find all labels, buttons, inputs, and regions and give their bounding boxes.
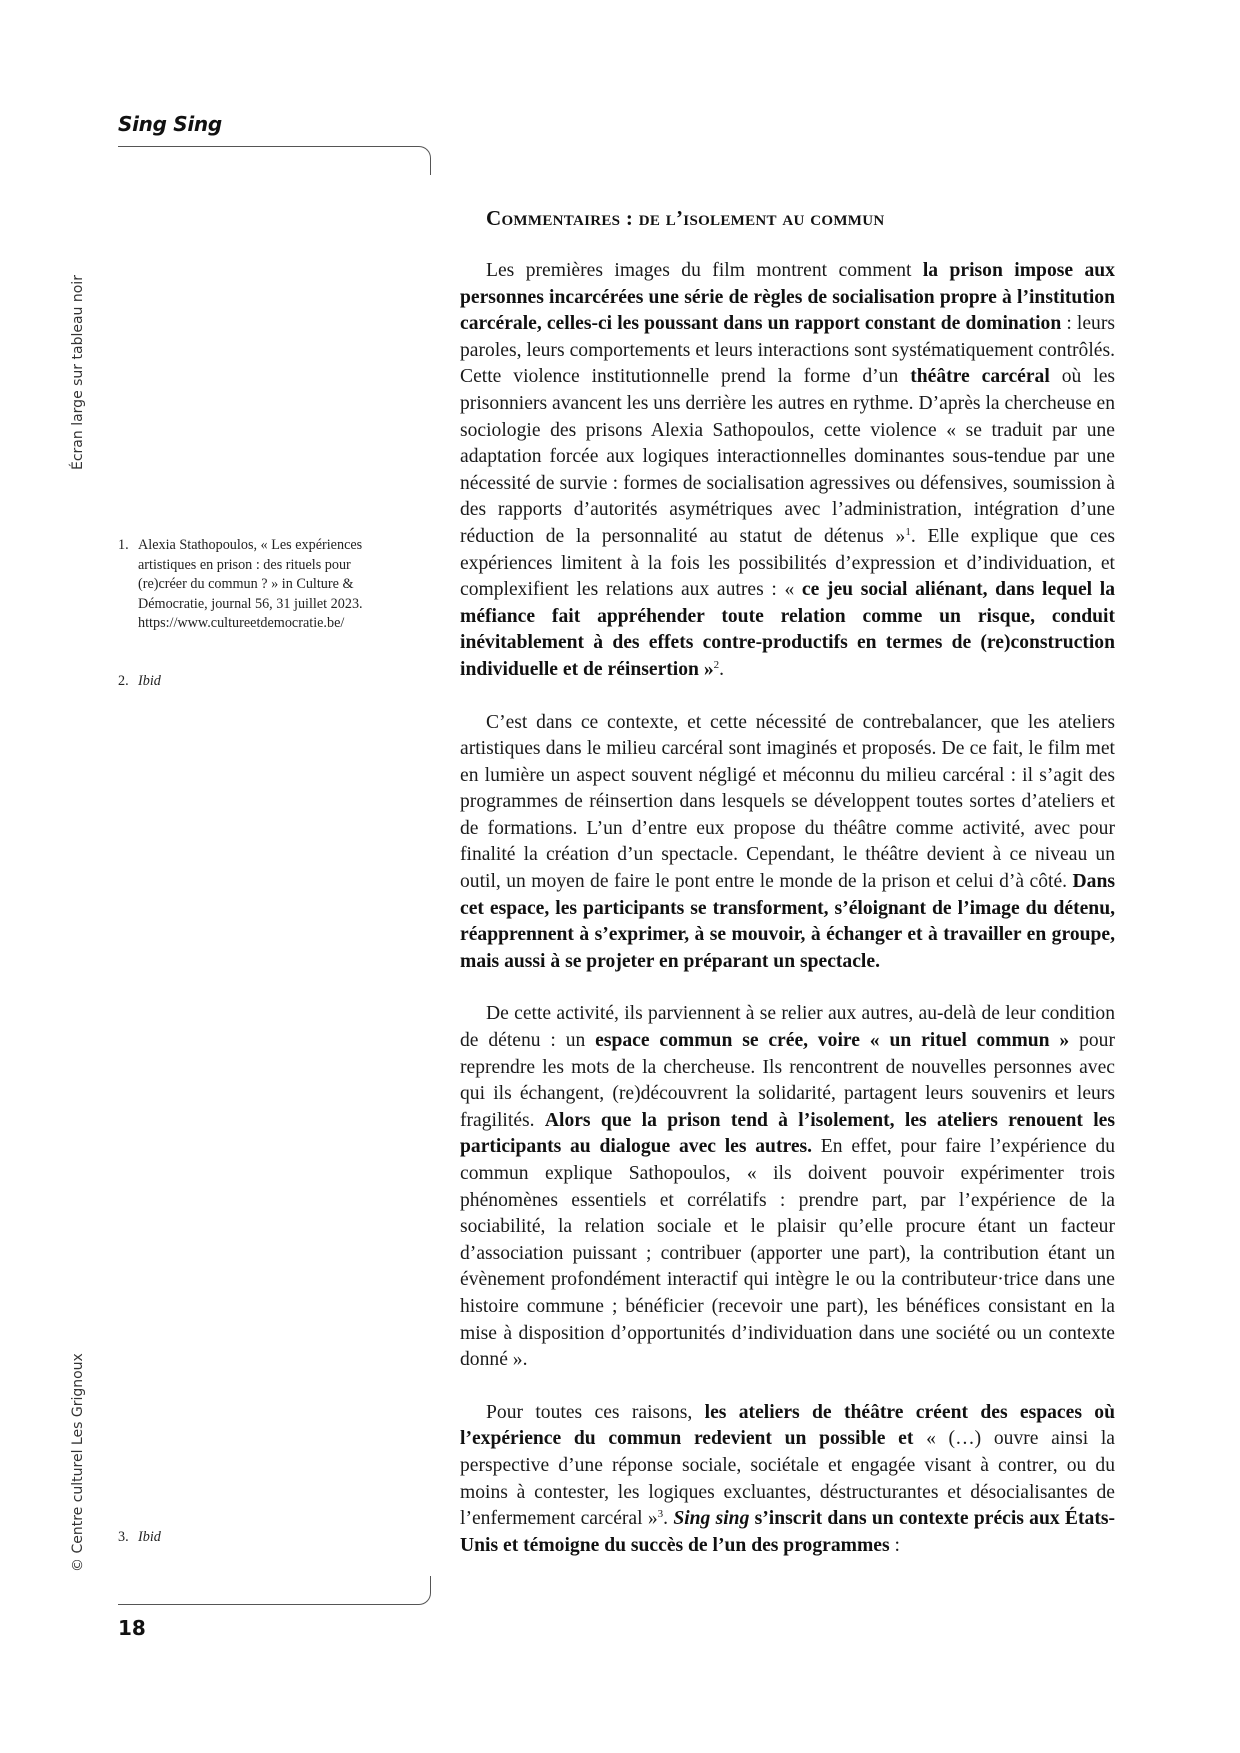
- page-number: 18: [118, 1616, 146, 1640]
- body-text: En effet, pour faire l’expérience du commun explique Sathopoulos, « ils doivent pouvoir expérimenter trois phénomènes essentiels et corrélatifs : prendre part, par l’expérience de la sociabilité, la relation sociale et le plaisir qu’elle procure étant un facteur d’association puissant ; contribuer (apporter une part), la contribution étant un évènement profondément interactif qui intègre le ou la contributeur·trice dans une histoire commune ; bénéficier (recevoir une part), les bénéfices consistant en la mise à disposition d’opportunités d’individuation dans une société ou un contexte donné ».: [460, 1136, 1116, 1371]
- body-column: [460, 258, 1115, 1585]
- emphasis-text: ce jeu social aliénant, dans lequel la méfiance fait appréhender toute relation comme un risque, conduit inévitablement à des effets contre-productifs en termes de (re)construction individuelle et de réinsertion »: [460, 579, 1116, 680]
- side-label-copyright: © Centre culturel Les Grignoux: [70, 1353, 86, 1572]
- footnote-text: [138, 672, 400, 692]
- footnote-ref: 3: [657, 1508, 664, 1521]
- body-text: . Elle explique que ces expériences limitent à la fois les possibilités d’expression et d’individuation, et complexifient les relations aux autres : «: [460, 525, 1115, 601]
- side-label-collection: Écran large sur tableau noir: [70, 275, 86, 470]
- running-title: Sing Sing: [118, 112, 222, 136]
- body-text: C’est dans ce contexte, et cette nécessité de contrebalancer, que les ateliers artistiques dans le milieu carcéral sont imaginés et proposés. De ce fait, le film met en lumière un aspect souvent négligé et méconnu du milieu carcéral : il s’agit des programmes de réinsertion dans lesquels se développent toutes sortes d’ateliers et de formations. L’un d’entre eux propose du théâtre comme activité, avec pour finalité la création d’un spectacle. Cependant, le théâtre devient à ce niveau un outil, un moyen de faire le pont entre le monde de la prison et celui d’à côté.: [460, 711, 1115, 893]
- body-text: De cette activité, ils parviennent à se relier aux autres, au-delà de leur condition de détenu : un: [460, 1003, 1115, 1052]
- footnote-number: 3.: [118, 1529, 129, 1545]
- body-text: Pour toutes ces raisons,: [486, 1401, 705, 1423]
- body-text: Les premières images du film montrent comment: [486, 260, 923, 281]
- emphasis-text: Sing sing: [673, 1508, 750, 1530]
- footnote-2: [118, 672, 400, 692]
- footnote-number: 2.: [118, 673, 129, 689]
- top-margin-rule: [118, 146, 431, 175]
- emphasis-text: s’inscrit dans un contexte précis aux États-Unis et témoigne du succès de l’un des programmes: [460, 1508, 1115, 1556]
- emphasis-text: Alors que la prison tend à l’isolement, les ateliers renouent les participants au dialogue avec les autres.: [460, 1109, 1115, 1158]
- emphasis-text: la prison impose aux personnes incarcérées une série de règles de socialisation propre à l’institution carcérale, celles-ci les poussant dans un rapport constant de domination: [460, 260, 1115, 335]
- emphasis-text: Dans cet espace, les participants se transforment, s’éloignant de l’image du détenu, réapprennent à s’exprimer, à se mouvoir, à échanger et à travailler en groupe, mais aussi à se projeter en préparant un spectacle.: [460, 871, 1115, 972]
- body-text: : leurs paroles, leurs comportements et leurs interactions sont systématiquement contrôlés. Cette violence institutionnelle prend la forme d’un: [460, 313, 1115, 388]
- section-heading: Commentaires : de l’isolement au commun: [486, 206, 885, 230]
- body-text: « (…) ouvre ainsi la perspective d’une réponse sociale, sociétale et engagée visant à contrer, ou du moins à contester, les logiques excluantes, déstructurantes et désocialisantes de l’enfermement carcéral »: [460, 1428, 1115, 1530]
- footnote-ref: 1: [905, 525, 911, 538]
- body-text: pour reprendre les mots de la chercheuse. Ils rencontrent de nouvelles personnes avec qui ils échangent, (re)découvrent la solidarité, partagent leurs souvenirs et leurs fragilités.: [460, 1030, 1115, 1131]
- footnote-ibid: Ibid: [138, 1529, 161, 1545]
- paragraph: [460, 710, 1115, 976]
- bottom-margin-rule: [118, 1576, 431, 1605]
- emphasis-text: les ateliers de théâtre créent des espaces où l’expérience du commun redevient un possible et: [460, 1401, 1115, 1450]
- paragraph: [460, 1001, 1115, 1373]
- footnote-3: [118, 1528, 400, 1548]
- body-text: où les prisonniers avancent les uns derrière les autres en rythme. D’après la chercheuse en sociologie des prisons Alexia Sathopoulos, cette violence « se traduit par une adaptation forcée aux logiques interactionnelles dominantes sous-tendue par une nécessité de survie : formes de socialisation agressives ou défensives, soumission à des rapports d’autorités asymétriques avec l’administration, intégration d’une réduction de la personnalité au statut de détenus »: [460, 366, 1116, 547]
- footnote-1: [118, 536, 400, 634]
- body-text: .: [663, 1508, 674, 1530]
- footnote-ref: 2: [713, 658, 720, 671]
- body-text: :: [889, 1534, 900, 1556]
- paragraph: [460, 258, 1115, 684]
- footnote-text: Alexia Stathopoulos, « Les expériences artistiques en prison : des rituels pour (re)créer du commun ? » in Culture & Démocratie, journal 56, 31 juillet 2023. https://www.cultureetdemocratie.be/: [138, 537, 363, 632]
- footnote-number: 1.: [118, 537, 129, 553]
- footnote-ibid: Ibid: [138, 673, 161, 689]
- paragraph: [460, 1400, 1115, 1560]
- emphasis-text: espace commun se crée, voire « un rituel commun »: [595, 1030, 1070, 1052]
- body-text: .: [719, 658, 725, 680]
- footnote-text: [138, 1528, 400, 1548]
- emphasis-text: théâtre carcéral: [910, 366, 1050, 388]
